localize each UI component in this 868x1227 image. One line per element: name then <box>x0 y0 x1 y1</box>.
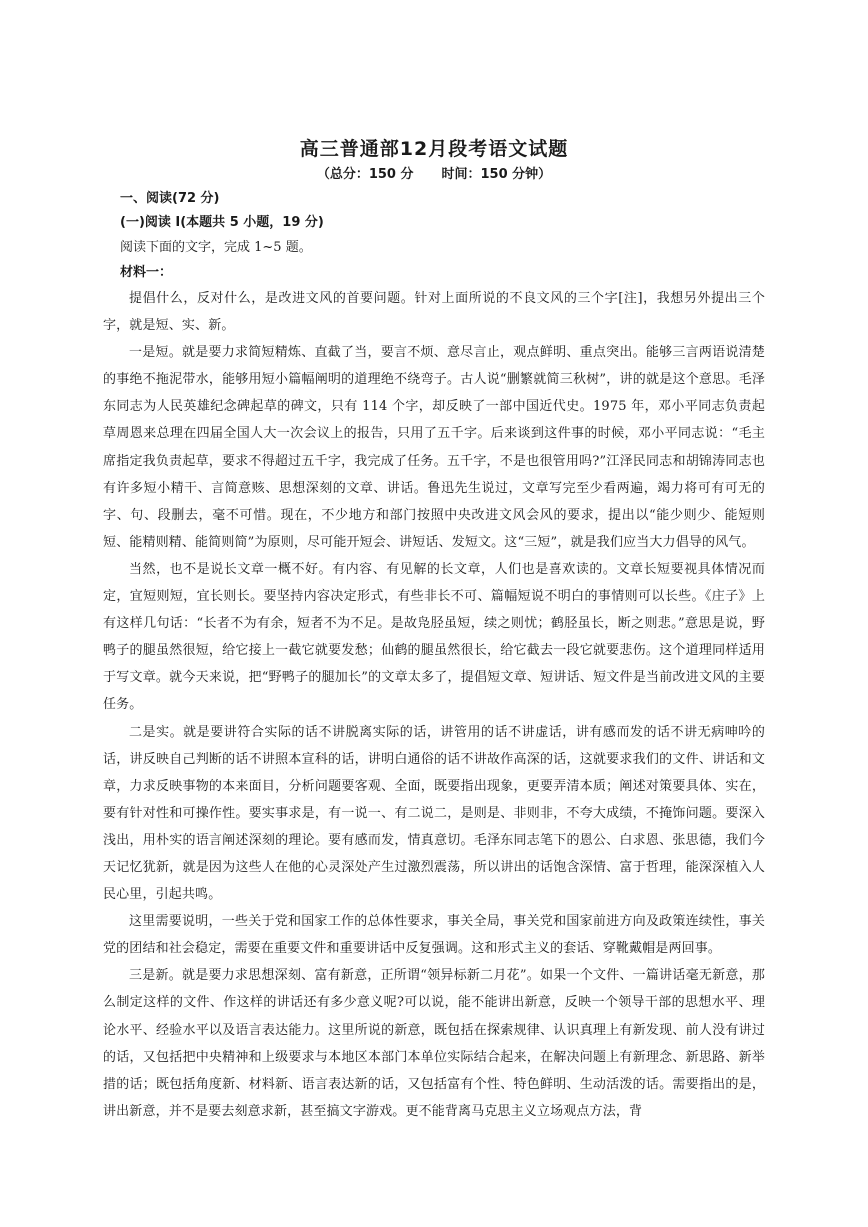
subsection-heading: (一)阅读 I(本题共 5 小题，19 分) <box>120 215 324 230</box>
paragraph: 二是实。就是要讲符合实际的话不讲脱离实际的话，讲管用的话不讲虚话，讲有感而发的话不讲无病呻吟的话，讲反映自己判断的话不讲照本宣科的话，讲明白通俗的话不讲故作高深的话，这就要求我们的文件、讲话和文章，力求反映事物的本来面目，分析问题要客观、全面，既要指出现象，更要弄清本质；阐述对策要具体、实在，要有针对性和可操作性。要实事求是，有一说一、有二说二，是则是、非则非，不夸大成绩，不掩饰问题。要深入浅出，用朴实的语言阐述深刻的理论。要有感而发，情真意切。毛泽东同志笔下的恩公、白求恩、张思德，我们今天记忆犹新，就是因为这些人在他的心灵深处产生过激烈震荡，所以讲出的话饱含深情、富于哲理，能深深植入人民心里，引起共鸣。 <box>103 724 765 903</box>
paragraph: 三是新。就是要力求思想深刻、富有新意，正所谓“领异标新二月花”。如果一个文件、一篇讲话毫无新意，那么制定这样的文件、作这样的讲话还有多少意义呢?可以说，能不能讲出新意，反映一个领导干部的思想水平、理论水平、经验水平以及语言表达能力。这里所说的新意，既包括在探索规律、认识真理上有新发现、前人没有讲过的话，又包括把中央精神和上级要求与本地区本部门本单位实际结合起来，在解决问题上有新理念、新思路、新举措的话；既包括角度新、材料新、语言表达新的话，又包括富有个性、特色鲜明、生动活泼的话。需要指出的是，讲出新意，并不是要去刻意求新，甚至搞文字游戏。更不能背离马克思主义立场观点方法，背 <box>103 968 765 1119</box>
instruction-text: 阅读下面的文字，完成 1~5 题。 <box>120 240 312 255</box>
page-title: 高三普通部12月段考语文试题 <box>299 138 569 160</box>
total-score: （总分：150 分 <box>316 167 414 182</box>
exam-time: 时间：150 分钟） <box>441 167 552 182</box>
exam-info <box>0 163 868 182</box>
paragraph: 提倡什么，反对什么，是改进文风的首要问题。针对上面所说的不良文风的三个字[注]，我想另外提出三个字，就是短、实、新。 <box>103 291 765 334</box>
material-label: 材料一： <box>120 265 173 280</box>
paragraph: 当然，也不是说长文章一概不好。有内容、有见解的长文章，人们也是喜欢读的。文章长短要视具体情况而定，宜短则短，宜长则长。要坚持内容决定形式，有些非长不可、篇幅短说不明白的事情则可以长些。《庄子》上有这样几句话：“长者不为有余，短者不为不足。是故凫胫虽短，续之则忧；鹤胫虽长，断之则悲。”意思是说，野鸭子的腿虽然很短，给它接上一截它就要发愁；仙鹤的腿虽然很长，给它截去一段它就要悲伤。这个道理同样适用于写文章。就今天来说，把“野鸭子的腿加长”的文章太多了，提倡短文章、短讲话、短文件是当前改进文风的主要任务。 <box>103 561 765 713</box>
paragraph: 一是短。就是要力求简短精炼、直截了当，要言不烦、意尽言止，观点鲜明、重点突出。能够三言两语说清楚的事绝不拖泥带水，能够用短小篇幅阐明的道理绝不绕弯子。古人说“删繁就简三秋树”，讲的就是这个意思。毛泽东同志为人民英雄纪念碑起草的碑文，只有 114 个字，却反映了一部中国近代史。1975 年，邓小平同志负责起草周恩来总理在四届全国人大一次会议上的报告，只用了五千字。后来谈到这件事的时候，邓小平同志说：“毛主席指定我负责起草，要求不得超过五千字，我完成了任务。五千字，不是也很管用吗?”江泽民同志和胡锦涛同志也有许多短小精干、言简意赅、思想深刻的文章、讲话。鲁迅先生说过，文章写完至少看两遍，竭力将可有可无的字、句、段删去，毫不可惜。现在，不少地方和部门按照中央改进文风会风的要求，提出以“能少则少、能短则短、能精则精、能简则简”为原则，尽可能开短会、讲短话、发短文。这“三短”，就是我们应当大力倡导的风气。 <box>103 345 765 550</box>
body-content <box>103 187 765 1125</box>
paragraph: 这里需要说明，一些关于党和国家工作的总体性要求，事关全局，事关党和国家前进方向及政策连续性，事关党的团结和社会稳定，需要在重要文件和重要讲话中反复强调。这和形式主义的套话、穿靴戴帽是两回事。 <box>103 914 765 957</box>
section-heading: 一、阅读(72 分) <box>120 191 220 206</box>
